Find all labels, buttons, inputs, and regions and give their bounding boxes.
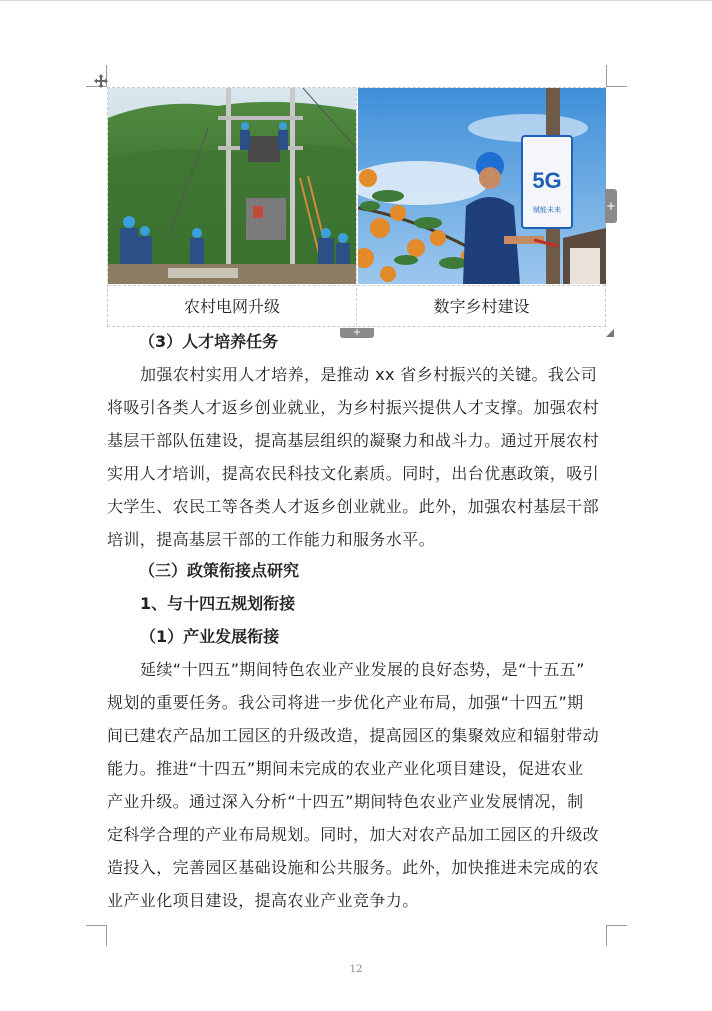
caption-digital-village: 数字乡村建设 [433,297,530,316]
table-resize-handle[interactable] [606,329,614,337]
heading-talent-task: （3）人才培养任务 [139,332,279,351]
paragraph-line: 大学生、农民工等各类人才返乡创业就业。此外，加强农村基层干部 [107,497,600,516]
heading-14th-plan: 1、与十四五规划衔接 [140,594,296,613]
paragraph-line: 加强农村实用人才培养，是推动 xx 省乡村振兴的关键。我公司 [140,365,598,384]
paragraph-line: 间已建农产品加工园区的升级改造，提高园区的集聚效应和辐射带动 [107,726,600,745]
paragraph-line: 定科学合理的产业布局规划。同时，加大对农产品加工园区的升级改 [107,825,600,844]
crop-mark-bottom-right [606,925,607,946]
plus-icon: + [605,199,617,213]
paragraph-line: 产业升级。通过深入分析“十四五”期间特色农业产业发展情况，制 [107,792,584,811]
paragraph-line: 规划的重要任务。我公司将进一步优化产业布局，加强“十四五”期 [107,693,584,712]
heading-policy-research: （三）政策衔接点研究 [139,561,300,580]
paragraph-line: 延续“十四五”期间特色农业产业发展的良好态势，是“十五五” [140,660,585,679]
paragraph-line: 能力。推进“十四五”期间未完成的农业产业化项目建设，促进农业 [107,759,584,778]
crop-mark-top-right [606,86,627,87]
table-move-handle[interactable] [94,73,108,87]
heading-industry-development: （1）产业发展衔接 [140,627,280,646]
page-number: 12 [349,964,363,975]
power-grid-photo [108,88,356,284]
crop-mark-bottom-left [106,925,107,946]
paragraph-line: 造投入，完善园区基础设施和公共服务。此外，加快推进未完成的农 [107,858,600,877]
caption-row [108,285,605,327]
digital-village-photo [358,88,606,284]
paragraph-line: 将吸引各类人才返乡创业就业，为乡村振兴提供人才支撑。加强农村 [107,398,600,417]
paragraph-line: 实用人才培训，提高农民科技文化素质。同时，出台优惠政策，吸引 [107,464,600,483]
move-arrows-icon [94,74,108,88]
sign-sub-text: 赋能未来 [533,206,561,214]
image-table [107,87,606,327]
crop-mark-bottom-left [86,925,107,926]
sign-5g-text: 5G [532,168,562,193]
paragraph-line: 业产业化项目建设，提高农业产业竞争力。 [107,891,419,910]
paragraph-line: 培训，提高基层干部的工作能力和服务水平。 [107,530,436,549]
crop-mark-bottom-right [606,925,627,926]
paragraph-line: 基层干部队伍建设，提高基层组织的凝聚力和战斗力。通过开展农村 [107,431,600,450]
plus-icon: + [352,327,362,338]
add-row-button[interactable] [340,328,374,338]
add-column-button[interactable] [605,189,617,223]
crop-mark-top-right [606,65,607,87]
caption-power-grid: 农村电网升级 [183,297,280,316]
